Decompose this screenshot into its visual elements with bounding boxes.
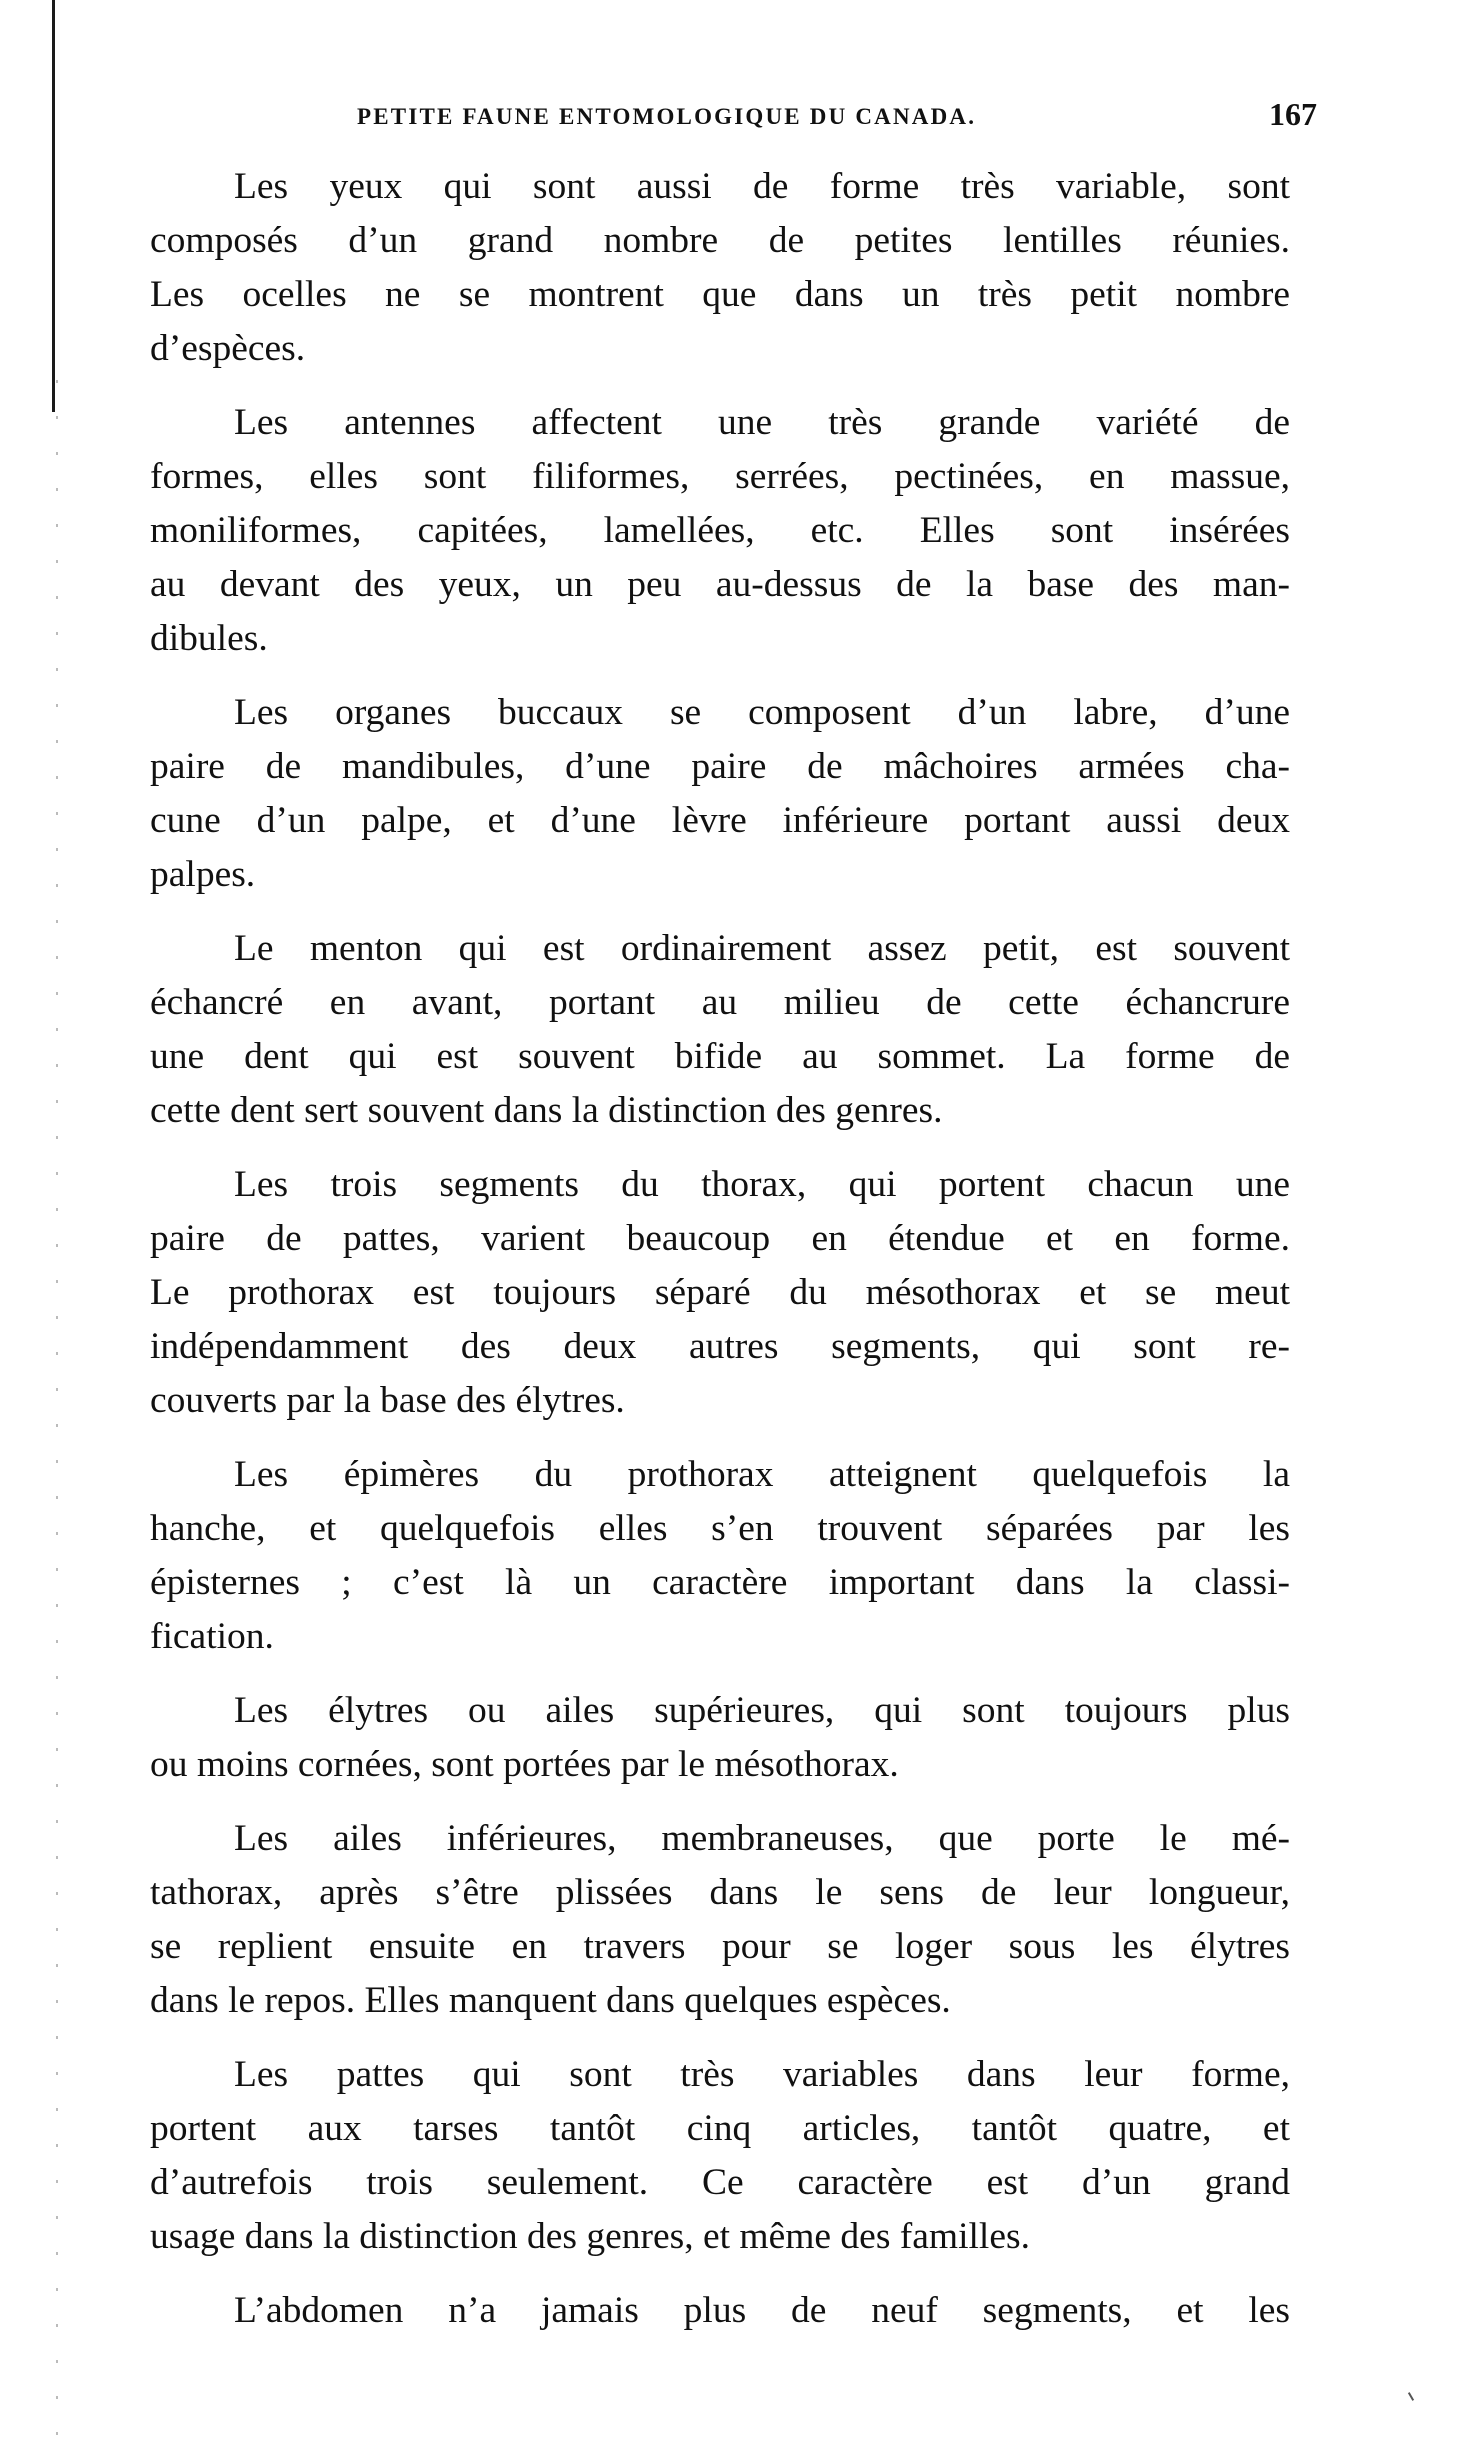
text-line: Les épimères du prothorax atteignent quelquefois la [234, 1454, 1290, 1495]
page-number: 167 [1269, 96, 1317, 132]
text-line: d’espèces. [150, 328, 306, 369]
paragraph [150, 160, 1290, 376]
body-text [150, 160, 1290, 2358]
binding-edge-line [52, 0, 55, 412]
text-line: d’autrefois trois seulement. Ce caractère est d’un grand [150, 2162, 1290, 2203]
text-line: dans le repos. Elles manquent dans quelques espèces. [150, 1980, 951, 2021]
text-line: paire de mandibules, d’une paire de mâchoires armées cha- [150, 746, 1290, 787]
text-line: portent aux tarses tantôt cinq articles, tantôt quatre, et [150, 2108, 1290, 2149]
text-line: L’abdomen n’a jamais plus de neuf segments, et les [234, 2290, 1290, 2331]
text-line: Les organes buccaux se composent d’un labre, d’une [234, 692, 1290, 733]
text-line: Les yeux qui sont aussi de forme très variable, sont [234, 166, 1290, 207]
text-line: moniliformes, capitées, lamellées, etc. Elles sont insérées [150, 510, 1290, 551]
page-header [357, 96, 1317, 140]
text-line: échancré en avant, portant au milieu de cette échancrure [150, 982, 1290, 1023]
text-line: fication. [150, 1616, 274, 1657]
text-line: cette dent sert souvent dans la distinction des genres. [150, 1090, 943, 1131]
text-line: épisternes ; c’est là un caractère important dans la classi- [150, 1562, 1290, 1603]
text-line: Les ocelles ne se montrent que dans un très petit nombre [150, 274, 1290, 315]
paragraph [150, 922, 1290, 1138]
paragraph [150, 1684, 1290, 1792]
text-line: Les pattes qui sont très variables dans leur forme, [234, 2054, 1290, 2095]
text-line: une dent qui est souvent bifide au sommet. La forme de [150, 1036, 1290, 1077]
text-line: Le prothorax est toujours séparé du mésothorax et se meut [150, 1272, 1290, 1313]
text-line: ou moins cornées, sont portées par le mésothorax. [150, 1744, 899, 1785]
paragraph [150, 1158, 1290, 1428]
text-line: formes, elles sont filiformes, serrées, pectinées, en massue, [150, 456, 1290, 497]
paragraph [150, 1448, 1290, 1664]
text-line: palpes. [150, 854, 256, 895]
text-line: Les ailes inférieures, membraneuses, que porte le mé- [234, 1818, 1290, 1859]
text-line: tathorax, après s’être plissées dans le sens de leur longueur, [150, 1872, 1290, 1913]
text-line: dibules. [150, 618, 268, 659]
text-line: couverts par la base des élytres. [150, 1380, 625, 1421]
binding-edge-specks [56, 380, 58, 2440]
text-line: composés d’un grand nombre de petites lentilles réunies. [150, 220, 1290, 261]
text-line: Le menton qui est ordinairement assez petit, est souvent [234, 928, 1290, 969]
text-line: au devant des yeux, un peu au-dessus de la base des man- [150, 564, 1290, 605]
paragraph [150, 686, 1290, 902]
text-line: Les trois segments du thorax, qui portent chacun une [234, 1164, 1290, 1205]
text-line: se replient ensuite en travers pour se loger sous les élytres [150, 1926, 1290, 1967]
text-line: indépendamment des deux autres segments, qui sont re- [150, 1326, 1290, 1367]
paragraph [150, 396, 1290, 666]
text-line: cune d’un palpe, et d’une lèvre inférieure portant aussi deux [150, 800, 1290, 841]
print-speck [1408, 2392, 1414, 2401]
text-line: paire de pattes, varient beaucoup en étendue et en forme. [150, 1218, 1290, 1259]
text-line: hanche, et quelquefois elles s’en trouvent séparées par les [150, 1508, 1290, 1549]
running-head: PETITE FAUNE ENTOMOLOGIQUE DU CANADA. [357, 104, 977, 129]
text-line: Les antennes affectent une très grande variété de [234, 402, 1290, 443]
paragraph [150, 2048, 1290, 2264]
text-line: usage dans la distinction des genres, et même des familles. [150, 2216, 1030, 2257]
text-line: Les élytres ou ailes supérieures, qui sont toujours plus [234, 1690, 1290, 1731]
paragraph [150, 2284, 1290, 2338]
paragraph [150, 1812, 1290, 2028]
